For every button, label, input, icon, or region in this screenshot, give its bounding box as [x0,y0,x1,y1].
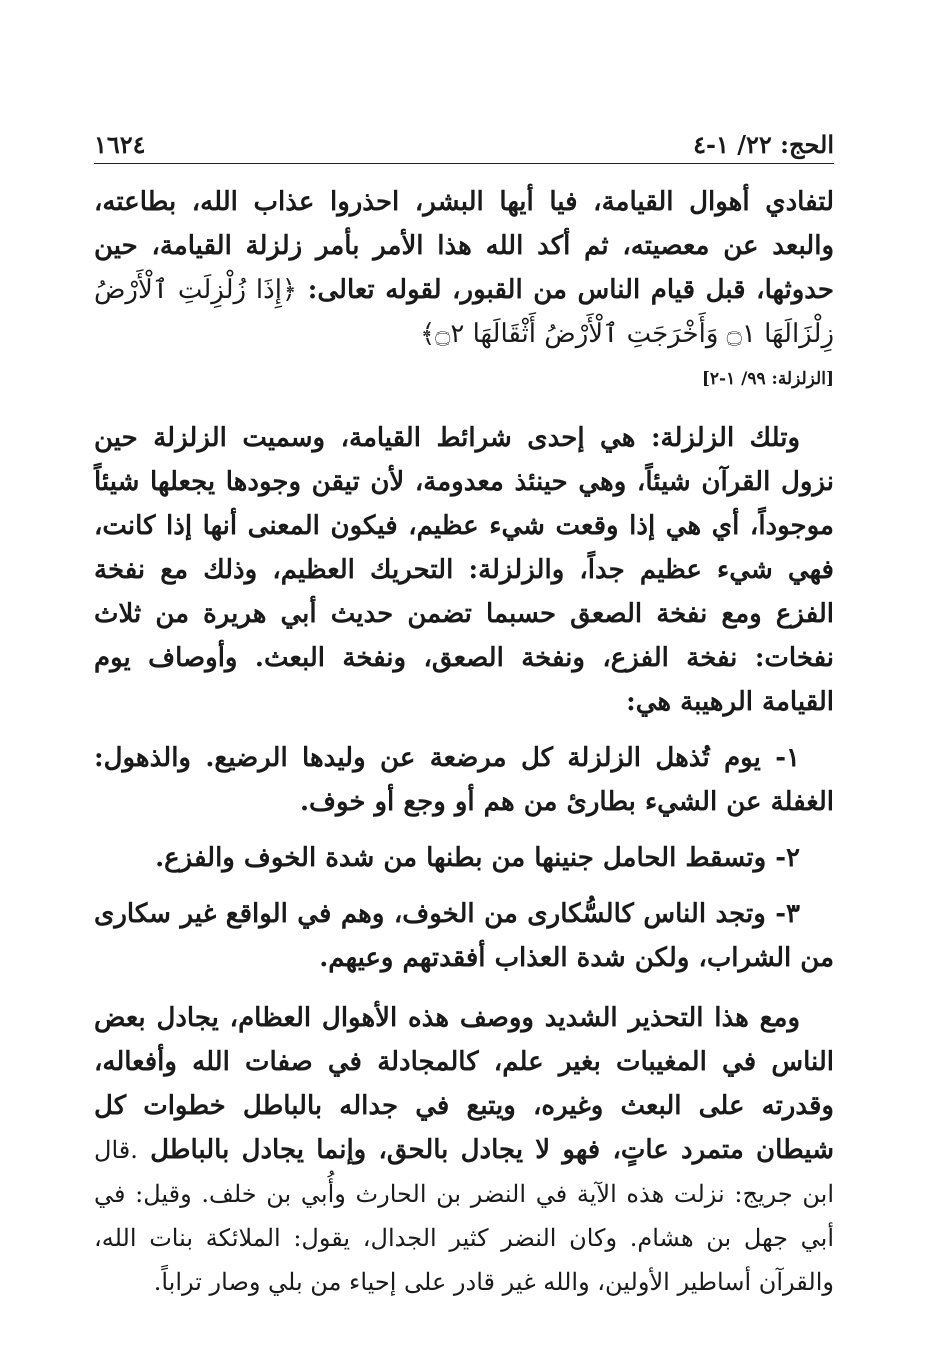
paragraph-disputers [94,996,834,1304]
list-item-3: ٣- وتجد الناس كالسُّكارى من الخوف، وهم في الواقع غير سكارى من الشراب، ولكن شدة العذاب أفقدتهم وعيهم. [94,899,834,973]
quran-verse: ﴿إِذَا زُلْزِلَتِ ٱلْأَرْضُ زِلْزَالَهَا ۝١ وَأَخْرَجَتِ ٱلْأَرْضُ أَثْقَالَهَا ۝٢﴾ [94,275,834,349]
page-header [94,124,834,164]
header-rule [94,163,834,164]
paragraph-zalzala: وتلك الزلزلة: هي إحدى شرائط القيامة، وسميت الزلزلة حين نزول القرآن شيئاً، وهي حينئذ معدومة، لأن تيقن وجودها يجعلها شيئاً موجوداً، أي هي إذا وقعت شيء عظيم، فيكون المعنى أنها إذا كانت، فهي شيء عظيم جداً، والزلزلة: التحريك العظيم، وذلك مع نفخة الفزع ومع نفخة الصعق حسبما تضمن حديث أبي هريرة من ثلاث نفخات: نفخة الفزع، ونفخة الصعق، ونفخة البعث. وأوصاف يوم القيامة الرهيبة هي: [94,423,834,717]
paragraph-disputers-text: ومع هذا التحذير الشديد ووصف هذه الأهوال العظام، يجادل بعض الناس في المغيبات بغير علم، كالمجادلة في صفات الله وأفعاله، وقدرته على البعث وغيره، ويتبع في جداله بالباطل خطوات كل شيطان متمرد عاتٍ، فهو لا يجادل بالحق، وإنما يجادل بالباطل [94,1003,834,1165]
paragraph-intro-text: لتفادي أهوال القيامة، فيا أيها البشر، احذروا عذاب الله، بطاعته، والبعد عن معصيته، ثم أكد الله هذا الأمر بأمر زلزلة القيامة، حين حدوثها، قبل قيام الناس من القبور، لقوله تعالى: [94,187,834,305]
list-item-1: ١- يوم تُذهل الزلزلة كل مرضعة عن وليدها الرضيع. والذهول: الغفلة عن الشيء بطارئ من هم أو وجع أو خوف. [94,743,834,817]
paragraph-intro [94,180,834,356]
verse-reference: [الزلزلة: ٩٩/ ١-٢] [701,369,834,389]
page-body [94,180,834,1304]
page-number: ١٦٢٤ [94,129,146,159]
ibn-jurayj-note: .قال ابن جريج: نزلت هذه الآية في النضر بن الحارث وأُبي بن خلف. وقيل: في أبي جهل بن هشام. وكان النضر كثير الجدال، يقول: الملائكة بنات الله، والقرآن أساطير الأولين، والله غير قادر على إحياء من بلي وصار تراباً. [94,1136,834,1296]
list-item-2: ٢- وتسقط الحامل جنينها من بطنها من شدة الخوف والفزع. [155,843,800,873]
chapter-reference: الحج: ٢٢/ ١-٤ [693,129,834,159]
